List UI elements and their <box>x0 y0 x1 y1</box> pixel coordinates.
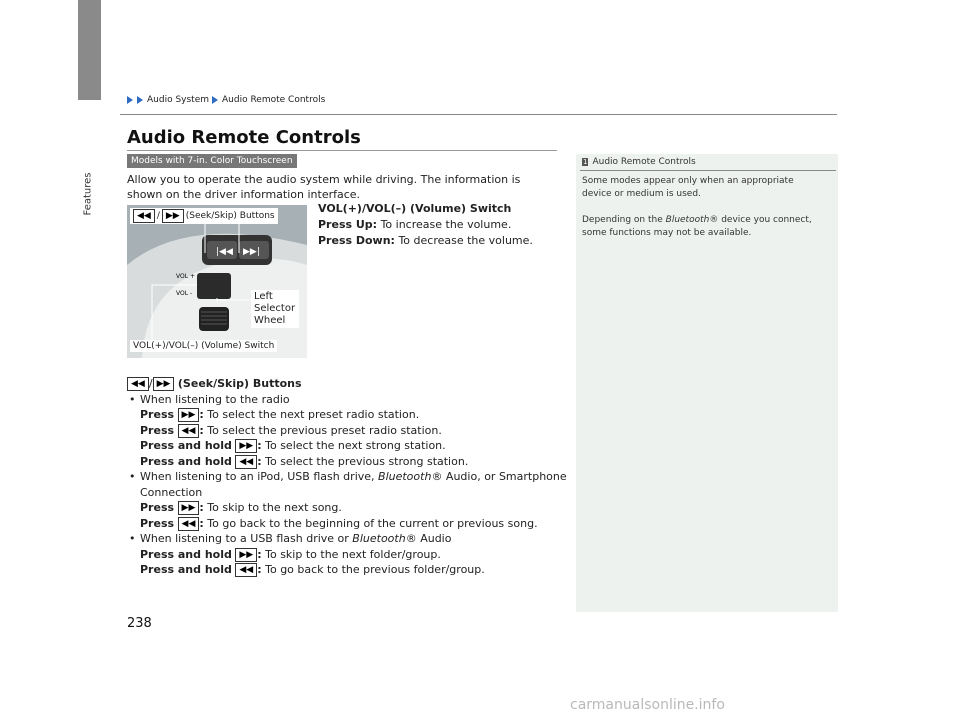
list-item-text: To select the previous preset radio station. <box>207 423 442 437</box>
list-item: Press ◀◀ : To go back to the beginning of the current or previous song. <box>140 516 538 530</box>
press-hold-label: Press and hold <box>140 454 232 468</box>
figure-seek-label: ◀◀ / ▶▶ (Seek/Skip) Buttons <box>130 208 278 224</box>
bullet-text: When listening to a USB flash drive or <box>140 532 349 545</box>
breadcrumb-level1[interactable]: Audio System <box>147 95 210 105</box>
bullet-continuation: Connection <box>140 485 203 499</box>
note-text: Depending on the <box>582 215 663 225</box>
bullet-usb <box>127 531 577 547</box>
section-tab-label: Features <box>82 172 94 216</box>
svg-text:|◀◀: |◀◀ <box>216 247 233 257</box>
figure-volume-label: VOL(+)/VOL(–) (Volume) Switch <box>130 340 277 352</box>
skip-back-icon: ◀◀ <box>235 455 257 469</box>
figure-seek-text: (Seek/Skip) Buttons <box>185 211 275 221</box>
press-label: Press <box>140 501 175 514</box>
press-down-text: To decrease the volume. <box>398 234 533 247</box>
press-hold-label: Press and hold <box>140 547 232 561</box>
section-tab <box>78 0 101 100</box>
breadcrumb <box>127 95 325 105</box>
svg-text:VOL -: VOL - <box>176 290 193 297</box>
press-label: Press <box>140 408 175 421</box>
press-up-text: To increase the volume. <box>380 218 512 231</box>
svg-text:▶▶|: ▶▶| <box>243 247 260 257</box>
skip-forward-icon: ▶▶ <box>153 377 175 391</box>
bullet-text: ® Audio <box>405 532 452 545</box>
intro-text: Allow you to operate the audio system while driving. The information is shown on the driver information interface. <box>127 173 521 201</box>
bullet-text: When listening to an iPod, USB flash drive, <box>140 470 375 483</box>
skip-forward-icon: ▶▶ <box>235 439 257 453</box>
steering-wheel-illustration <box>127 205 307 358</box>
skip-forward-icon: ▶▶ <box>178 408 200 422</box>
figure-left-selector-label: Left Selector Wheel <box>251 290 299 328</box>
volume-heading: VOL(+)/VOL(–) (Volume) Switch <box>318 202 512 215</box>
note-paragraph <box>582 214 822 239</box>
seek-skip-section <box>127 376 577 578</box>
bluetooth-term: Bluetooth <box>352 532 406 545</box>
list-item: Press ▶▶ : To select the next preset radio station. <box>140 408 420 421</box>
breadcrumb-arrow-icon <box>212 96 218 104</box>
bullet-text: ® Audio, or Smartphone <box>431 470 567 483</box>
list-item-text: To select the previous strong station. <box>265 454 469 468</box>
list-item: Press ▶▶ : To skip to the next song. <box>140 501 342 514</box>
press-up-label: Press Up: <box>318 218 378 231</box>
list-item: Press and hold ▶▶ : To skip to the next folder/group. <box>140 547 441 561</box>
press-label: Press <box>140 423 175 437</box>
seek-heading-text: (Seek/Skip) Buttons <box>177 377 302 390</box>
svg-text:VOL +: VOL + <box>176 273 195 280</box>
press-hold-label: Press and hold <box>140 563 232 576</box>
breadcrumb-arrow-icon <box>137 96 143 104</box>
list-item-text: To skip to the next song. <box>207 501 342 514</box>
title-divider <box>127 150 557 151</box>
press-down-label: Press Down: <box>318 234 395 247</box>
steering-wheel-drawing <box>127 205 307 358</box>
skip-back-icon: ◀◀ <box>133 209 155 223</box>
bullet-ipod <box>127 469 577 485</box>
list-item: Press ◀◀ : To select the previous preset radio station. <box>140 423 442 437</box>
page-title: Audio Remote Controls <box>127 127 361 148</box>
press-hold-label: Press and hold <box>140 439 232 452</box>
note-divider <box>580 170 836 171</box>
bluetooth-term: Bluetooth <box>378 470 432 483</box>
seek-heading: ◀◀ / ▶▶ (Seek/Skip) Buttons <box>127 376 577 392</box>
list-item-text: To skip to the next folder/group. <box>265 547 441 561</box>
bluetooth-term: Bluetooth <box>665 215 710 225</box>
breadcrumb-level2[interactable]: Audio Remote Controls <box>222 95 326 105</box>
skip-back-icon: ◀◀ <box>127 377 149 391</box>
list-item-text: To go back to the previous folder/group. <box>265 563 485 576</box>
skip-back-icon: ◀◀ <box>178 517 200 531</box>
list-item-text: To select the next strong station. <box>265 439 446 452</box>
note-title <box>582 157 696 167</box>
breadcrumb-arrow-icon <box>127 96 133 104</box>
note-text: ® device you connect, some functions may not be available. <box>582 215 812 238</box>
list-item-text: To go back to the beginning of the current or previous song. <box>207 516 538 530</box>
list-item: Press and hold ◀◀ : To go back to the previous folder/group. <box>140 563 485 576</box>
note-title-text: Audio Remote Controls <box>592 157 696 167</box>
skip-forward-icon: ▶▶ <box>235 548 257 562</box>
page-number: 238 <box>127 616 152 631</box>
header-divider <box>120 114 837 115</box>
bullet-radio: • When listening to the radio <box>127 392 577 408</box>
volume-switch-section <box>318 201 533 249</box>
note-marker-icon: 1 <box>583 158 588 166</box>
note-paragraph: Some modes appear only when an appropriate device or medium is used. <box>582 176 794 199</box>
skip-back-icon: ◀◀ <box>235 563 257 577</box>
skip-forward-icon: ▶▶ <box>178 501 200 515</box>
list-item: Press and hold ◀◀ : To select the previous strong station. <box>140 454 469 468</box>
press-label: Press <box>140 516 175 530</box>
skip-forward-icon: ▶▶ <box>162 209 184 223</box>
list-item: Press and hold ▶▶ : To select the next strong station. <box>140 439 446 452</box>
skip-back-icon: ◀◀ <box>178 424 200 438</box>
watermark: carmanualsonline.info <box>570 697 725 713</box>
model-badge: Models with 7-in. Color Touchscreen <box>127 154 297 168</box>
list-item-text: To select the next preset radio station. <box>207 408 420 421</box>
